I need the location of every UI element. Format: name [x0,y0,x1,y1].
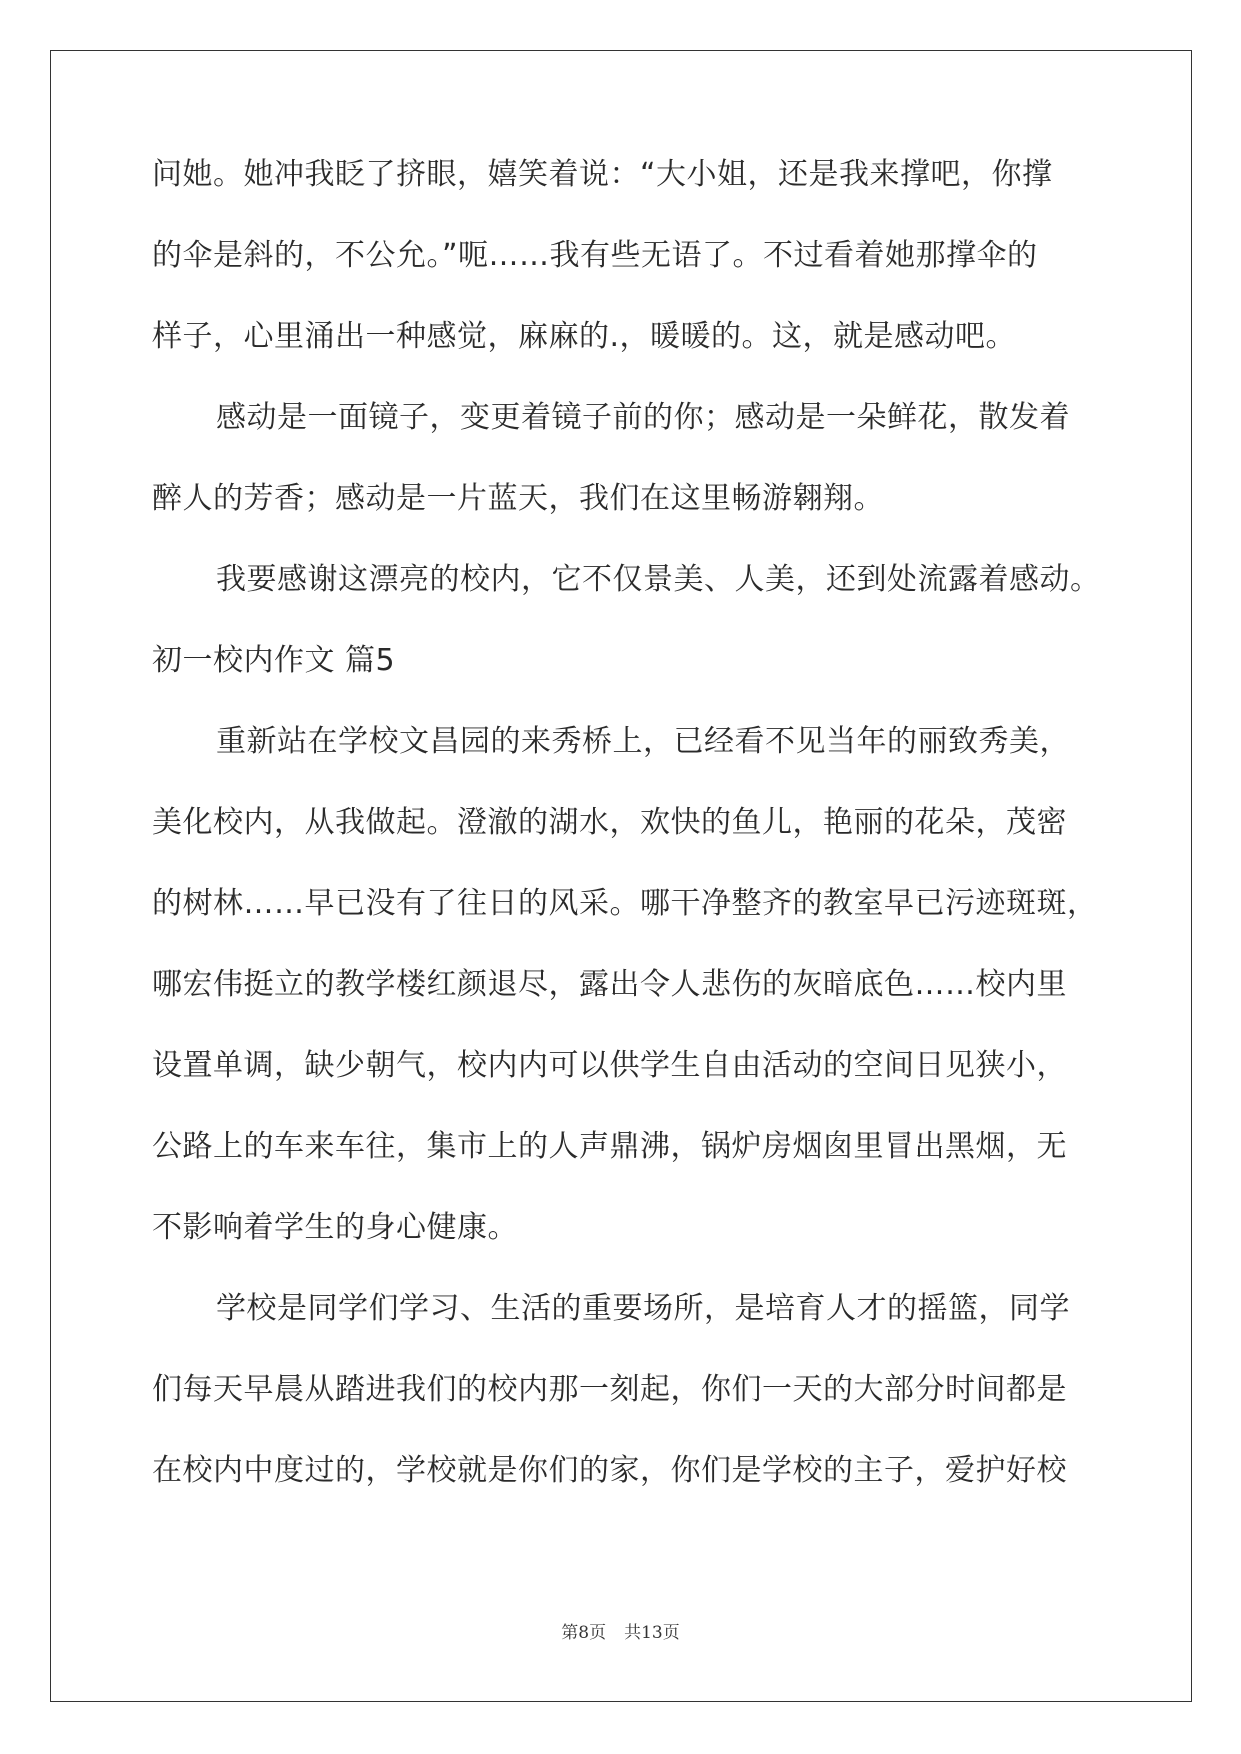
page-number-current: 第8页 [561,1623,607,1643]
document-body [152,157,1101,1537]
text-line: 的树林……早已没有了往日的风采。哪干净整齐的教室早已污迹斑斑， [152,886,1098,921]
text-line: 的伞是斜的，不公允。”呃……我有些无语了。不过看着她那撑伞的 [152,238,1038,273]
text-line: 设置单调，缺少朝气，校内内可以供学生自由活动的空间日见狭小， [152,1048,1067,1083]
text-line: 公路上的车来车往，集市上的人声鼎沸，锅炉房烟囱里冒出黑烟，无 [152,1129,1067,1164]
paragraph-start-line: 感动是一面镜子，变更着镜子前的你；感动是一朵鲜花，散发着 [216,400,1070,435]
text-line: 哪宏伟挺立的教学楼红颜退尽，露出令人悲伤的灰暗底色……校内里 [152,967,1067,1002]
paragraph-start-line: 我要感谢这漂亮的校内，它不仅景美、人美，还到处流露着感动。 [216,562,1101,597]
text-line: 样子，心里涌出一种感觉，麻麻的.，暖暖的。这，就是感动吧。 [152,319,1017,354]
paragraph-start-line: 重新站在学校文昌园的来秀桥上，已经看不见当年的丽致秀美， [216,724,1070,759]
page-footer [0,1618,1241,1643]
paragraph-start-line: 学校是同学们学习、生活的重要场所，是培育人才的摇篮，同学 [216,1291,1070,1326]
text-line: 美化校内，从我做起。澄澈的湖水，欢快的鱼儿，艳丽的花朵，茂密 [152,805,1067,840]
page-number-total: 共13页 [624,1623,680,1643]
text-line: 们每天早晨从踏进我们的校内那一刻起，你们一天的大部分时间都是 [152,1372,1067,1407]
text-line: 在校内中度过的，学校就是你们的家，你们是学校的主子，爱护好校 [152,1453,1067,1488]
section-heading: 初一校内作文 篇5 [152,643,396,678]
text-line: 不影响着学生的身心健康。 [152,1210,518,1245]
text-line: 问她。她冲我眨了挤眼，嬉笑着说：“大小姐，还是我来撑吧，你撑 [152,157,1053,192]
text-line: 醉人的芳香；感动是一片蓝天，我们在这里畅游翱翔。 [152,481,884,516]
